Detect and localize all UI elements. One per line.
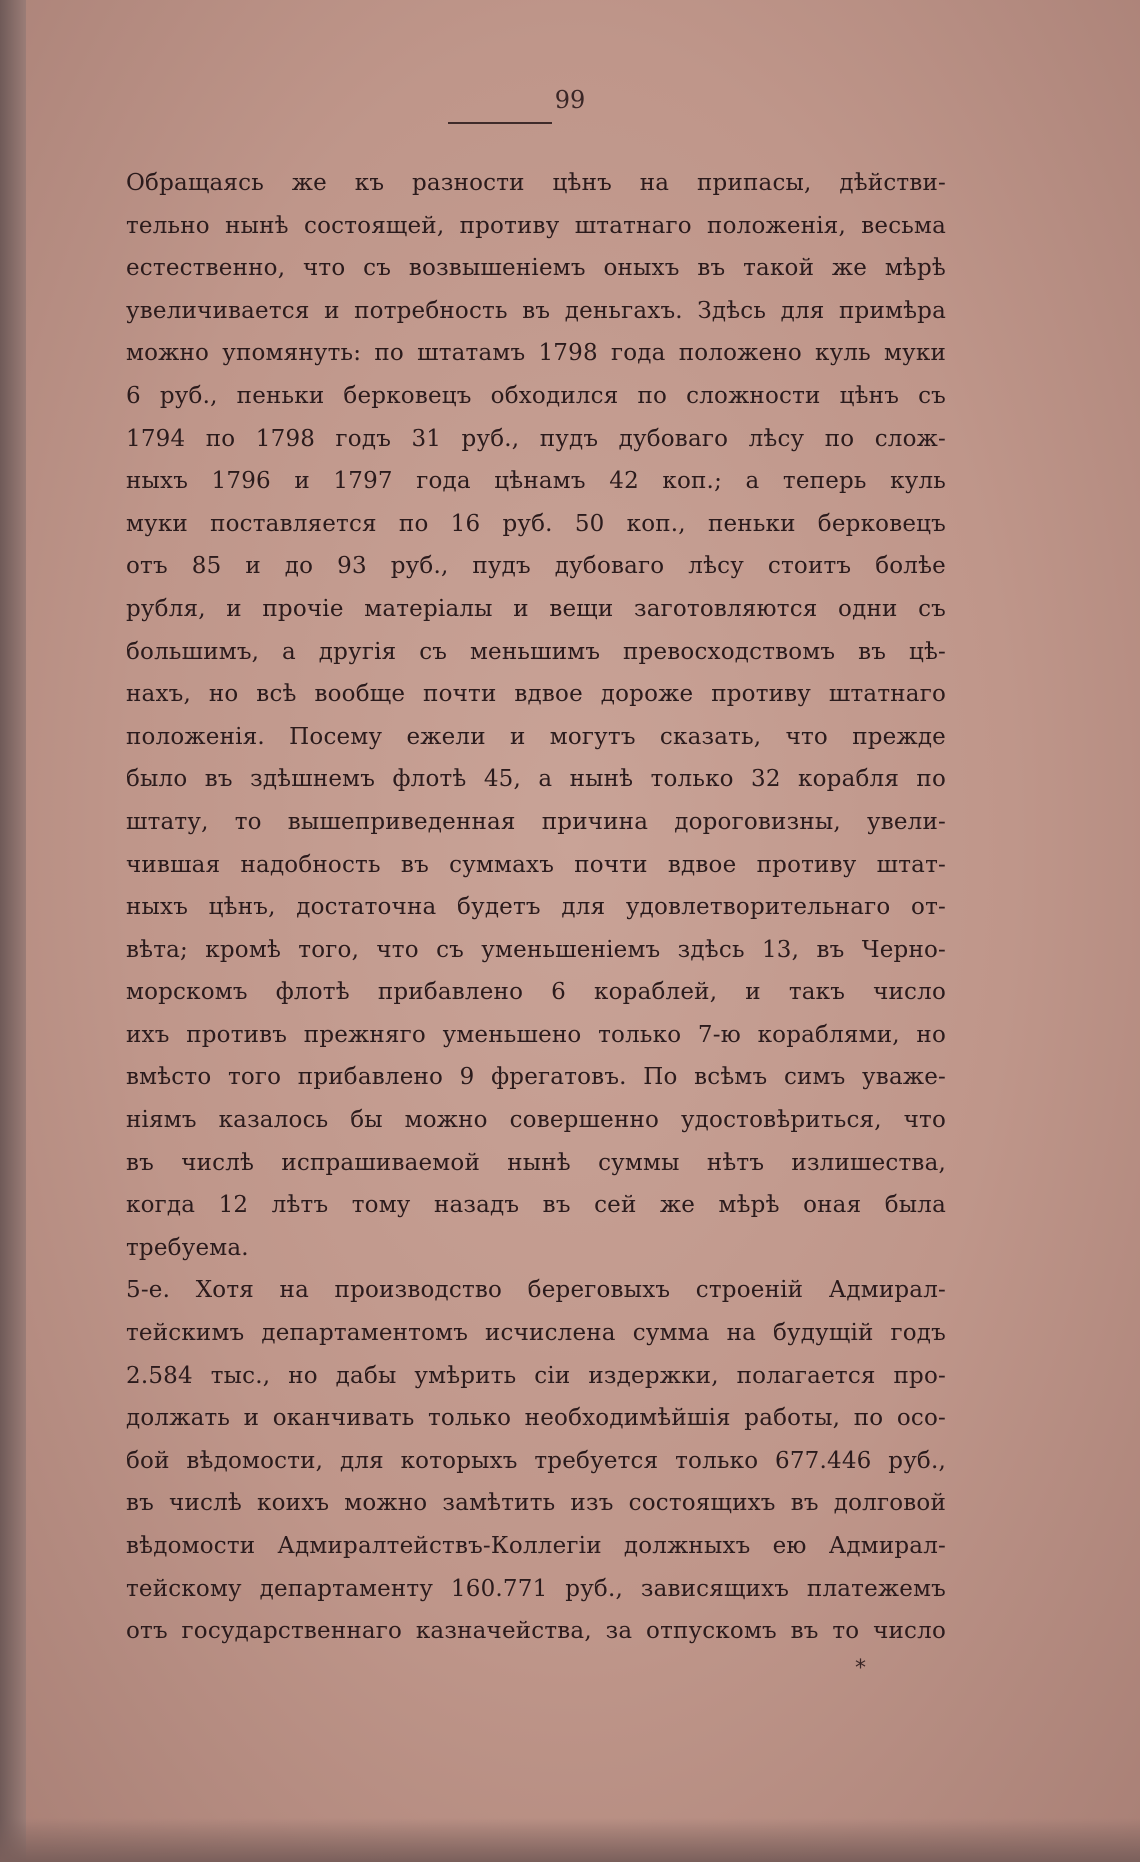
text-line: отъ государственнаго казначейства, за отпускомъ въ то число <box>126 1618 946 1645</box>
text-line: Обращаясь же къ разности цѣнъ на припасы, дѣйстви- <box>126 170 946 196</box>
text-line: бой вѣдомости, для которыхъ требуется только 677.446 руб., <box>126 1447 946 1474</box>
text-line: вмѣсто того прибавлено 9 фрегатовъ. По всѣмъ симъ уваже- <box>126 1064 946 1091</box>
text-line: отъ 85 и до 93 руб., пудъ дубоваго лѣсу стоитъ болѣе <box>126 553 946 580</box>
footer-asterisk: * <box>855 1656 866 1681</box>
text-line: ніямъ казалось бы можно совершенно удостовѣриться, что <box>126 1107 946 1134</box>
text-line: нахъ, но всѣ вообще почти вдвое дороже противу штатнаго <box>126 681 946 708</box>
text-line: большимъ, а другія съ меньшимъ превосходствомъ въ цѣ- <box>126 638 946 665</box>
body-text <box>126 162 946 1653</box>
text-line: въ числѣ испрашиваемой нынѣ суммы нѣтъ излишества, <box>126 1149 946 1176</box>
text-line: увеличивается и потребность въ деньгахъ. Здѣсь для примѣра <box>126 297 946 324</box>
text-line: тельно нынѣ состоящей, противу штатнаго положенія, весьма <box>126 212 946 239</box>
text-line: естественно, что съ возвышеніемъ оныхъ въ такой же мѣрѣ <box>126 255 946 282</box>
page-bottom-edge <box>0 1818 1140 1862</box>
text-line: ныхъ цѣнъ, достаточна будетъ для удовлетворительнаго от- <box>126 894 946 921</box>
text-line: 5-е. Хотя на производство береговыхъ строеній Адмирал- <box>126 1277 946 1304</box>
text-line: было въ здѣшнемъ флотѣ 45, а нынѣ только 32 корабля по <box>126 766 946 793</box>
text-line: морскомъ флотѣ прибавлено 6 кораблей, и такъ число <box>126 979 946 1006</box>
text-line: 2.584 тыс., но дабы умѣрить сіи издержки, полагается про- <box>126 1362 946 1389</box>
text-line: требуема. <box>126 1234 249 1261</box>
text-line: когда 12 лѣтъ тому назадъ въ сей же мѣрѣ оная была <box>126 1192 946 1219</box>
text-line: должать и оканчивать только необходимѣйшія работы, по осо- <box>126 1405 946 1432</box>
text-line: вѣдомости Адмиралтействъ-Коллегіи должныхъ ею Адмирал- <box>126 1533 946 1559</box>
text-line: тейскимъ департаментомъ исчислена сумма на будущій годъ <box>126 1320 946 1347</box>
page-number: 99 <box>554 86 586 114</box>
text-line: вѣта; кромѣ того, что съ уменьшеніемъ здѣсь 13, въ Черно- <box>126 936 946 963</box>
text-line: въ числѣ коихъ можно замѣтить изъ состоящихъ въ долговой <box>126 1490 946 1517</box>
text-line: положенія. Посему ежели и могутъ сказать, что прежде <box>126 723 946 750</box>
header-rule <box>448 122 552 124</box>
text-line: рубля, и прочіе матеріалы и вещи заготовляются одни съ <box>126 595 946 622</box>
text-line: штату, то вышеприведенная причина дороговизны, увели- <box>126 808 946 835</box>
text-line: 1794 по 1798 годъ 31 руб., пудъ дубоваго лѣсу по слож- <box>126 425 946 452</box>
text-line: муки поставляется по 16 руб. 50 коп., пеньки берковецъ <box>126 510 946 537</box>
text-line: 6 руб., пеньки берковецъ обходился по сложности цѣнъ съ <box>126 382 946 409</box>
text-line: ныхъ 1796 и 1797 года цѣнамъ 42 коп.; а теперь куль <box>126 468 946 495</box>
text-line: можно упомянуть: по штатамъ 1798 года положено куль муки <box>126 340 946 367</box>
text-line: чившая надобность въ суммахъ почти вдвое противу штат- <box>126 851 946 878</box>
text-line: тейскому департаменту 160.771 руб., зависящихъ платежемъ <box>126 1575 946 1602</box>
page-left-edge <box>0 0 26 1862</box>
text-line: ихъ противъ прежняго уменьшено только 7-ю кораблями, но <box>126 1021 946 1048</box>
